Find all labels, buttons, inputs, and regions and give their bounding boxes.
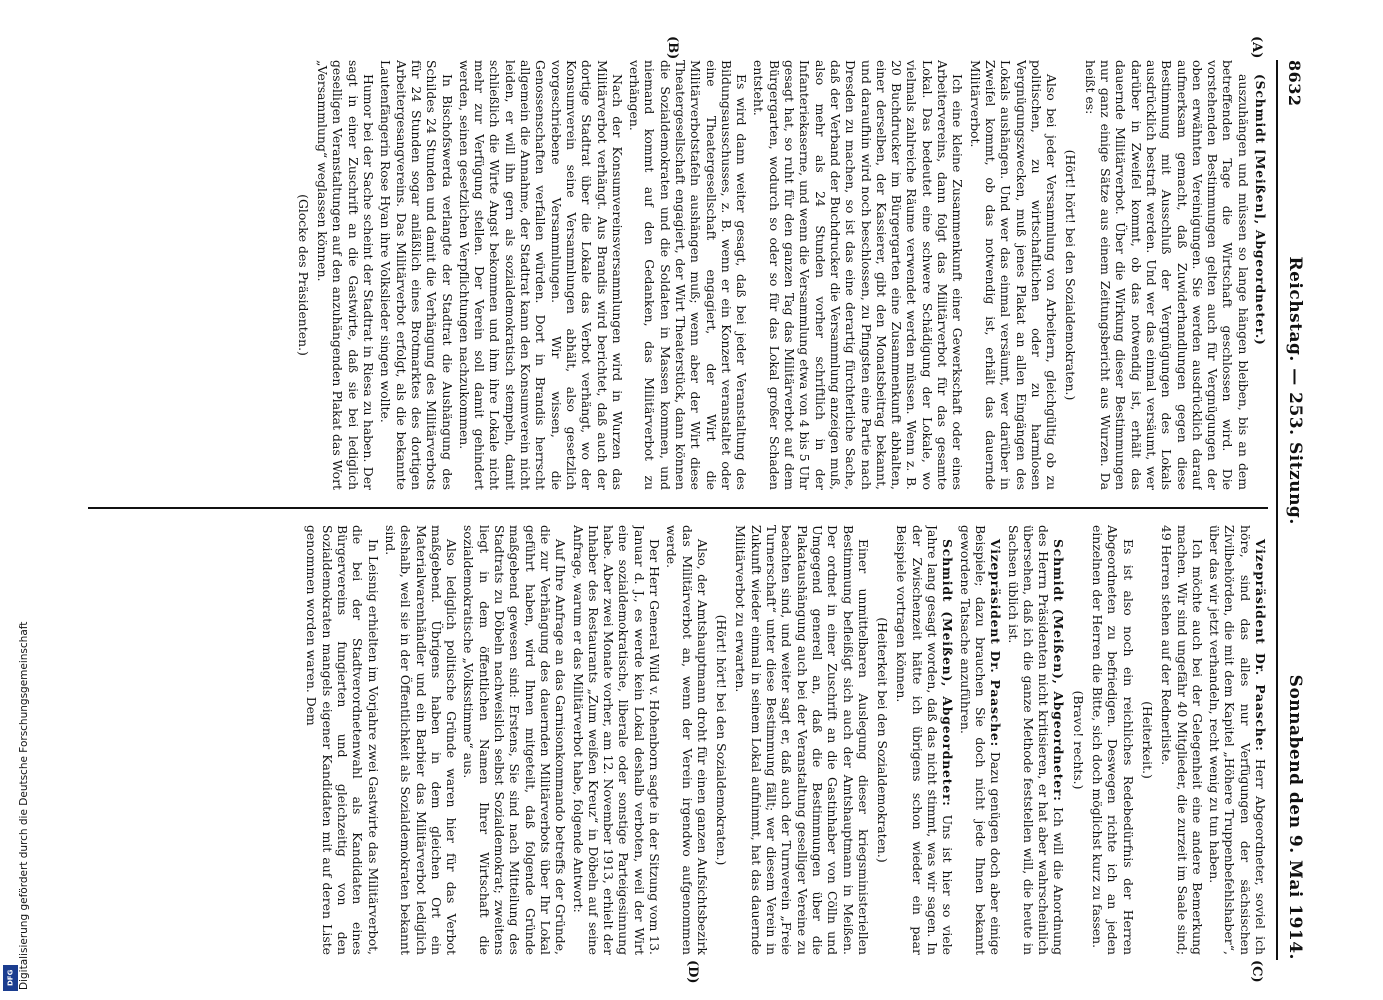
header-date: Sonnabend den 9. Mai 1914. bbox=[1285, 674, 1305, 960]
paragraph-text: (Bravo! rechts.) bbox=[1070, 690, 1086, 790]
paragraph-text: Also lediglich politische Gründe waren hier für das Verbot maßgebend. Übrigens haben in dem gleichen Ort ein Materialwarenhändler und ein Barbier das Militärverbot lediglich deshalb, weil sie in der Öffentlichkeit als Sozialdemokraten bekannt sind. bbox=[382, 525, 460, 955]
paragraph bbox=[457, 60, 625, 490]
speaker-name: Schmidt (Meißen), Abgeordneter: bbox=[1051, 539, 1067, 802]
paragraph bbox=[751, 60, 965, 490]
paragraph-text: Ich will die Anordnung des Herrn Präsidenten nicht kritisieren, er hat aber wahrscheinlich übersehen, daß ich die ganze Methode feststellen will, die heute in Sachsen üblich ist. bbox=[1005, 525, 1067, 955]
paragraph bbox=[315, 60, 376, 490]
paragraph-text: Ich eine kleine Zusammenkunft einer Gewerkschaft oder eines Arbeitervereins, dann folgt das Militärverbot für das gesamte Lokal. Das bedeutet eine schwere Schädigung der Lokale, wo vielmals zahlreiche Räume verwendet werden müssen. Wenn z. B. 20 Buchdrucker im Bürgergarten eine Zusammenkunft abhalten, einer derselben, der Kassierer, gibt den Monatsbeitrag bekannt, und daraufhin wird noch beschlossen, zu Pfingsten eine Partie nach Dresden zu machen, so ist das eine derartig fürchterliche Sache, daß der Verband der Buchdrucker die Versammlung anzeigen muß, also mehr als 24 Stunden vorher schriftlich in der Infanteriekaserne, und wenn die Versammlung etwa von 4 bis 5 Uhr gesagt hat, so ruht für den ganzen Tag das Militärverbot auf dem Bürgergarten, wodurch so oder so für das Lokal großer Schaden entsteht. bbox=[751, 60, 966, 490]
speaker-name: Schmidt (Meißen), Abgeordneter: bbox=[940, 539, 956, 807]
paragraph bbox=[957, 525, 1003, 955]
paragraph bbox=[1159, 525, 1205, 955]
paragraph bbox=[1140, 525, 1155, 955]
paragraph bbox=[1082, 60, 1250, 490]
paragraph bbox=[1005, 525, 1066, 955]
paragraph bbox=[378, 60, 454, 490]
digitization-credit bbox=[0, 0, 30, 1000]
margin-mark-b: (B) bbox=[665, 36, 680, 60]
paragraph-text: (Heiterkeit.) bbox=[1139, 701, 1155, 779]
paragraph-text: auszuhängen und müssen so lange hängen bleiben, bis an dem betreffenden Tage die Wirtschaft geschlossen wird. Die vorstehenden Bestimmungen gelten auch für Vergnügungen der oben erwähnten Vereinigungen. Sie werden ausdrücklich darauf aufmerksam gemacht, daß Zuwiderhandlungen gegen diese Bestimmung mit Ausschluß der Vergnügungen des Lokals ausdrücklich bestraft werden. Und wer das einmal versäumt, wer darüber in Zweifel kommt, ob das notwendig ist, erhält das dauernde Militärverbot. Über die Wirkung dieser Bestimmungen nur ganz einige Sätze aus einem Zeitungsbericht aus Wurzen. Da heißt es: bbox=[1082, 60, 1251, 490]
paragraph bbox=[1207, 525, 1268, 955]
paragraph bbox=[461, 525, 568, 955]
paragraph-text: Nach der Konsumvereinsversammlungen wird in Wurzen das Militärverbot verhängt. Aus Brandis wird berichtet, daß auch der dortige Stadtrat über die Lokale das Verbot verhängt, wo der Konsumverein seine Versammlungen abhält, also gesetzlich vorgeschriebene Versammlungen. Wir wissen, die Genossenschaften verfallen würden. Dort in Brandis herrscht allgemein die Annahme, der Stadtrat kann den Konsumverein nicht leiden, er will ihn gern als sozialdemokratisch stempeln, damit schließlich die Wirte Angst bekommen und ihm ihre Lokale nicht mehr zur Verfügung stellen. Der Verein soll damit gehindert werden, seinen gesetzlichen Verpflichtungen nachzukommen. bbox=[456, 60, 625, 490]
paragraph bbox=[875, 525, 890, 955]
column-rule bbox=[88, 507, 1268, 509]
page-header bbox=[1280, 60, 1310, 960]
page-number: 8632 bbox=[1285, 60, 1305, 107]
paragraph-text: (Glocke des Präsidenten.) bbox=[295, 194, 311, 356]
paragraph-text: (Heiterkeit bei den Sozialdemokraten.) bbox=[875, 617, 891, 863]
header-title: Reichstag. — 253. Sitzung. bbox=[1285, 256, 1305, 525]
margin-mark-a: (A) bbox=[1249, 36, 1264, 59]
paragraph-text: Es ist also noch ein reichliches Redebedürfnis der Herren Abgeordneten zu befriedigen. Deswegen richte ich an jeden einzelnen der Herren die Bitte, sich doch möglichst kurz zu fassen. bbox=[1090, 525, 1136, 955]
speaker-name: Vizepräsident Dr. Paasche: bbox=[1253, 539, 1268, 752]
paragraph-text: Der Herr General Wild v. Hohenborn sagte in der Sitzung vom 13. Januar d. J., es werde kein Lokal deshalb verboten, weil der Wirt eine sozialdemokratische, liberale oder sonstige Parteigesinnung habe. Aber zwei Monate vorher, am 12. November 1913, erhielt der Inhaber des Restaurants „Zum weißen Kreuz“ in Döbeln auf seine Anfrage, warum er das Militärverbot habe, folgende Antwort: bbox=[570, 525, 663, 955]
paragraph-text: Einer unmittelbaren Auslegung dieser kriegsministeriellen Bestimmung befleißigt sich auch der Amtshauptmann in Meißen. Der ordnet in einer Zuschrift an die Gastinhaber von Cölln und Umgegend generell an, daß die Bestimmungen über die Plakataushängung auch bei der Veranstaltung geselliger Vereine zu beachten sind, und weiter sagt er, daß auch der Turnverein „Freie Turnerschaft“ unter diese Bestimmung fällt; wer diesem Verein in Zukunft wieder einmal in seinem Lokal aufnimmt, hat das dauernde Militärverbot zu erwarten. bbox=[733, 525, 871, 955]
left-column bbox=[60, 60, 1268, 490]
speaker-name: (Schmidt [Meißen], Abgeordneter.) bbox=[1253, 74, 1268, 346]
paragraph-text: Auf Ihre Anfrage an das Garnisonkommando betreffs der Gründe, die zur Verhängung des dauernden Militärverbots über Ihr Lokal geführt haben, wird Ihnen mitgeteilt, daß folgende Gründe maßgebend gewesen sind: Erstens, Sie sind nach Mitteilung des Stadtrats zu Döbeln nachweislich selbst Sozialdemokrat; zweitens liegt in dem öffentlichen Namen Ihrer Wirtschaft die sozialdemokratische „Volksstimme“ aus. bbox=[461, 525, 569, 955]
paragraph bbox=[570, 525, 662, 955]
paragraph-text: In Bischofswerda verlangte der Stadtrat die Aushängung des Schildes 24 Stunden und damit die Verhängung des Militärverbots für 24 Stunden sogar anläßlich eines Brotmarktes des dortigen Arbeitergesangvereins. Das Militärverbot erfolgt, als die bekannte Lautenfängerin Rose Hyan ihre Volkslieder singen wollte. bbox=[378, 60, 455, 490]
credit-text: Digitalisierung gefördert durch die Deutsche Forschungsgemeinschaft bbox=[18, 621, 30, 990]
margin-mark-c: (C) bbox=[1249, 960, 1264, 983]
paragraph bbox=[1253, 60, 1268, 490]
paragraph bbox=[1090, 525, 1136, 955]
paragraph bbox=[304, 525, 380, 955]
paragraph bbox=[894, 525, 955, 955]
paragraph-text: Also, der Amtshauptmann droht für einen ganzen Aufsichtsbezirk das Militärverbot an, wenn der Verein irgendwo aufgenommen werde. bbox=[664, 525, 710, 955]
paragraph-text: Dazu genügen doch aber einige Beispiele; dazu brauchen Sie doch nicht jede Ihnen bekannt gewordene Tatsache anzuführen. bbox=[957, 525, 1004, 955]
paragraph bbox=[714, 525, 729, 955]
paragraph-text: Ich möchte auch bei der Gelegenheit eine andere Bemerkung machen. Wir sind ungefähr 40 Mitglieder, die zurzeit im Saale sind; 49 Herren stehen auf der Rednerliste. bbox=[1159, 525, 1205, 955]
paragraph bbox=[1063, 60, 1078, 490]
paragraph bbox=[733, 525, 871, 955]
paragraph-text: (Hört! hört! bei den Sozialdemokraten.) bbox=[1063, 149, 1079, 401]
paragraph bbox=[383, 525, 459, 955]
header-rule bbox=[1276, 60, 1278, 960]
paragraph bbox=[967, 60, 1059, 490]
paragraph-text: Humor bei der Sache scheint der Stadtrat in Riesa zu haben. Der sagt in einer Zuschrift an die Gastwirte, daß sie bei lediglich geselligen Veranstaltungen auf den anzuhängenden Plakat das Wort „Versammlung“ weglassen können. bbox=[315, 60, 377, 490]
paragraph bbox=[296, 60, 311, 490]
paragraph-text: (Hört! hört! bei den Sozialdemokraten.) bbox=[714, 614, 730, 866]
dfg-logo: DFG bbox=[3, 965, 18, 991]
paragraph bbox=[627, 60, 749, 490]
paragraph-text: Uns ist hier so viele Jahre lang gesagt worden, daß das nicht stimmt, was wir sagen. In der Zwischenzeit hätte ich übrigens schon wieder ein paar Beispiele vortragen können. bbox=[894, 525, 956, 955]
speaker-name: Vizepräsident Dr. Paasche: bbox=[988, 539, 1004, 747]
paragraph-text: Es wird dann weiter gesagt, daß bei jeder Veranstaltung des Bildungsausschusses, z. B. wenn er ein Konzert veranstaltet oder eine Theatergesellschaft engagiert, der Wirt die Militärverbotstafeln aushängen muß; wenn aber der Wirt diese Theatergesellschaft engagiert, der Wirt Theaterstück, dann können die Sozialdemokraten und die Soldaten in Massen kommen, und niemand kommt auf den Gedanken, das Militärverbot zu verhängen. bbox=[627, 60, 750, 490]
paragraph-text: Also bei jeder Versammlung von Arbeitern, gleichgültig ob zu politischen, zu wirtschaftlichen oder zu harmlosen Vergnügungszwecken, muß jenes Plakat an allen Eingängen des Lokals aushängen. Und wer das einmal versäumt, wer darüber in Zweifel kommt, ob das notwendig ist, erhält das dauernde Militärverbot. bbox=[967, 60, 1060, 490]
paragraph-text: In Leisnig erhielten im Vorjahre zwei Gastwirte das Militärverbot, die bei der Stadtverordnetenwahl als Kandidaten eines Bürgervereins fungierten und gleichzeitig von den Sozialdemokraten mangels eigener Kandidaten mit auf deren Liste genommen worden waren. Dem bbox=[304, 525, 381, 955]
paragraph-text: Herr Abgeordneter, soviel ich höre, sind das alles nur Verfügungen der sächsischen Zivilbehörden, die mit dem Kapitel „Höhere Truppenbefehlshaber“, über das wir jetzt verhandeln, recht wenig zu tun haben. bbox=[1207, 525, 1268, 955]
right-column bbox=[60, 525, 1268, 955]
paragraph bbox=[1070, 525, 1085, 955]
paragraph bbox=[664, 525, 710, 955]
margin-mark-d: (D) bbox=[685, 960, 700, 984]
document-page bbox=[40, 36, 1320, 984]
